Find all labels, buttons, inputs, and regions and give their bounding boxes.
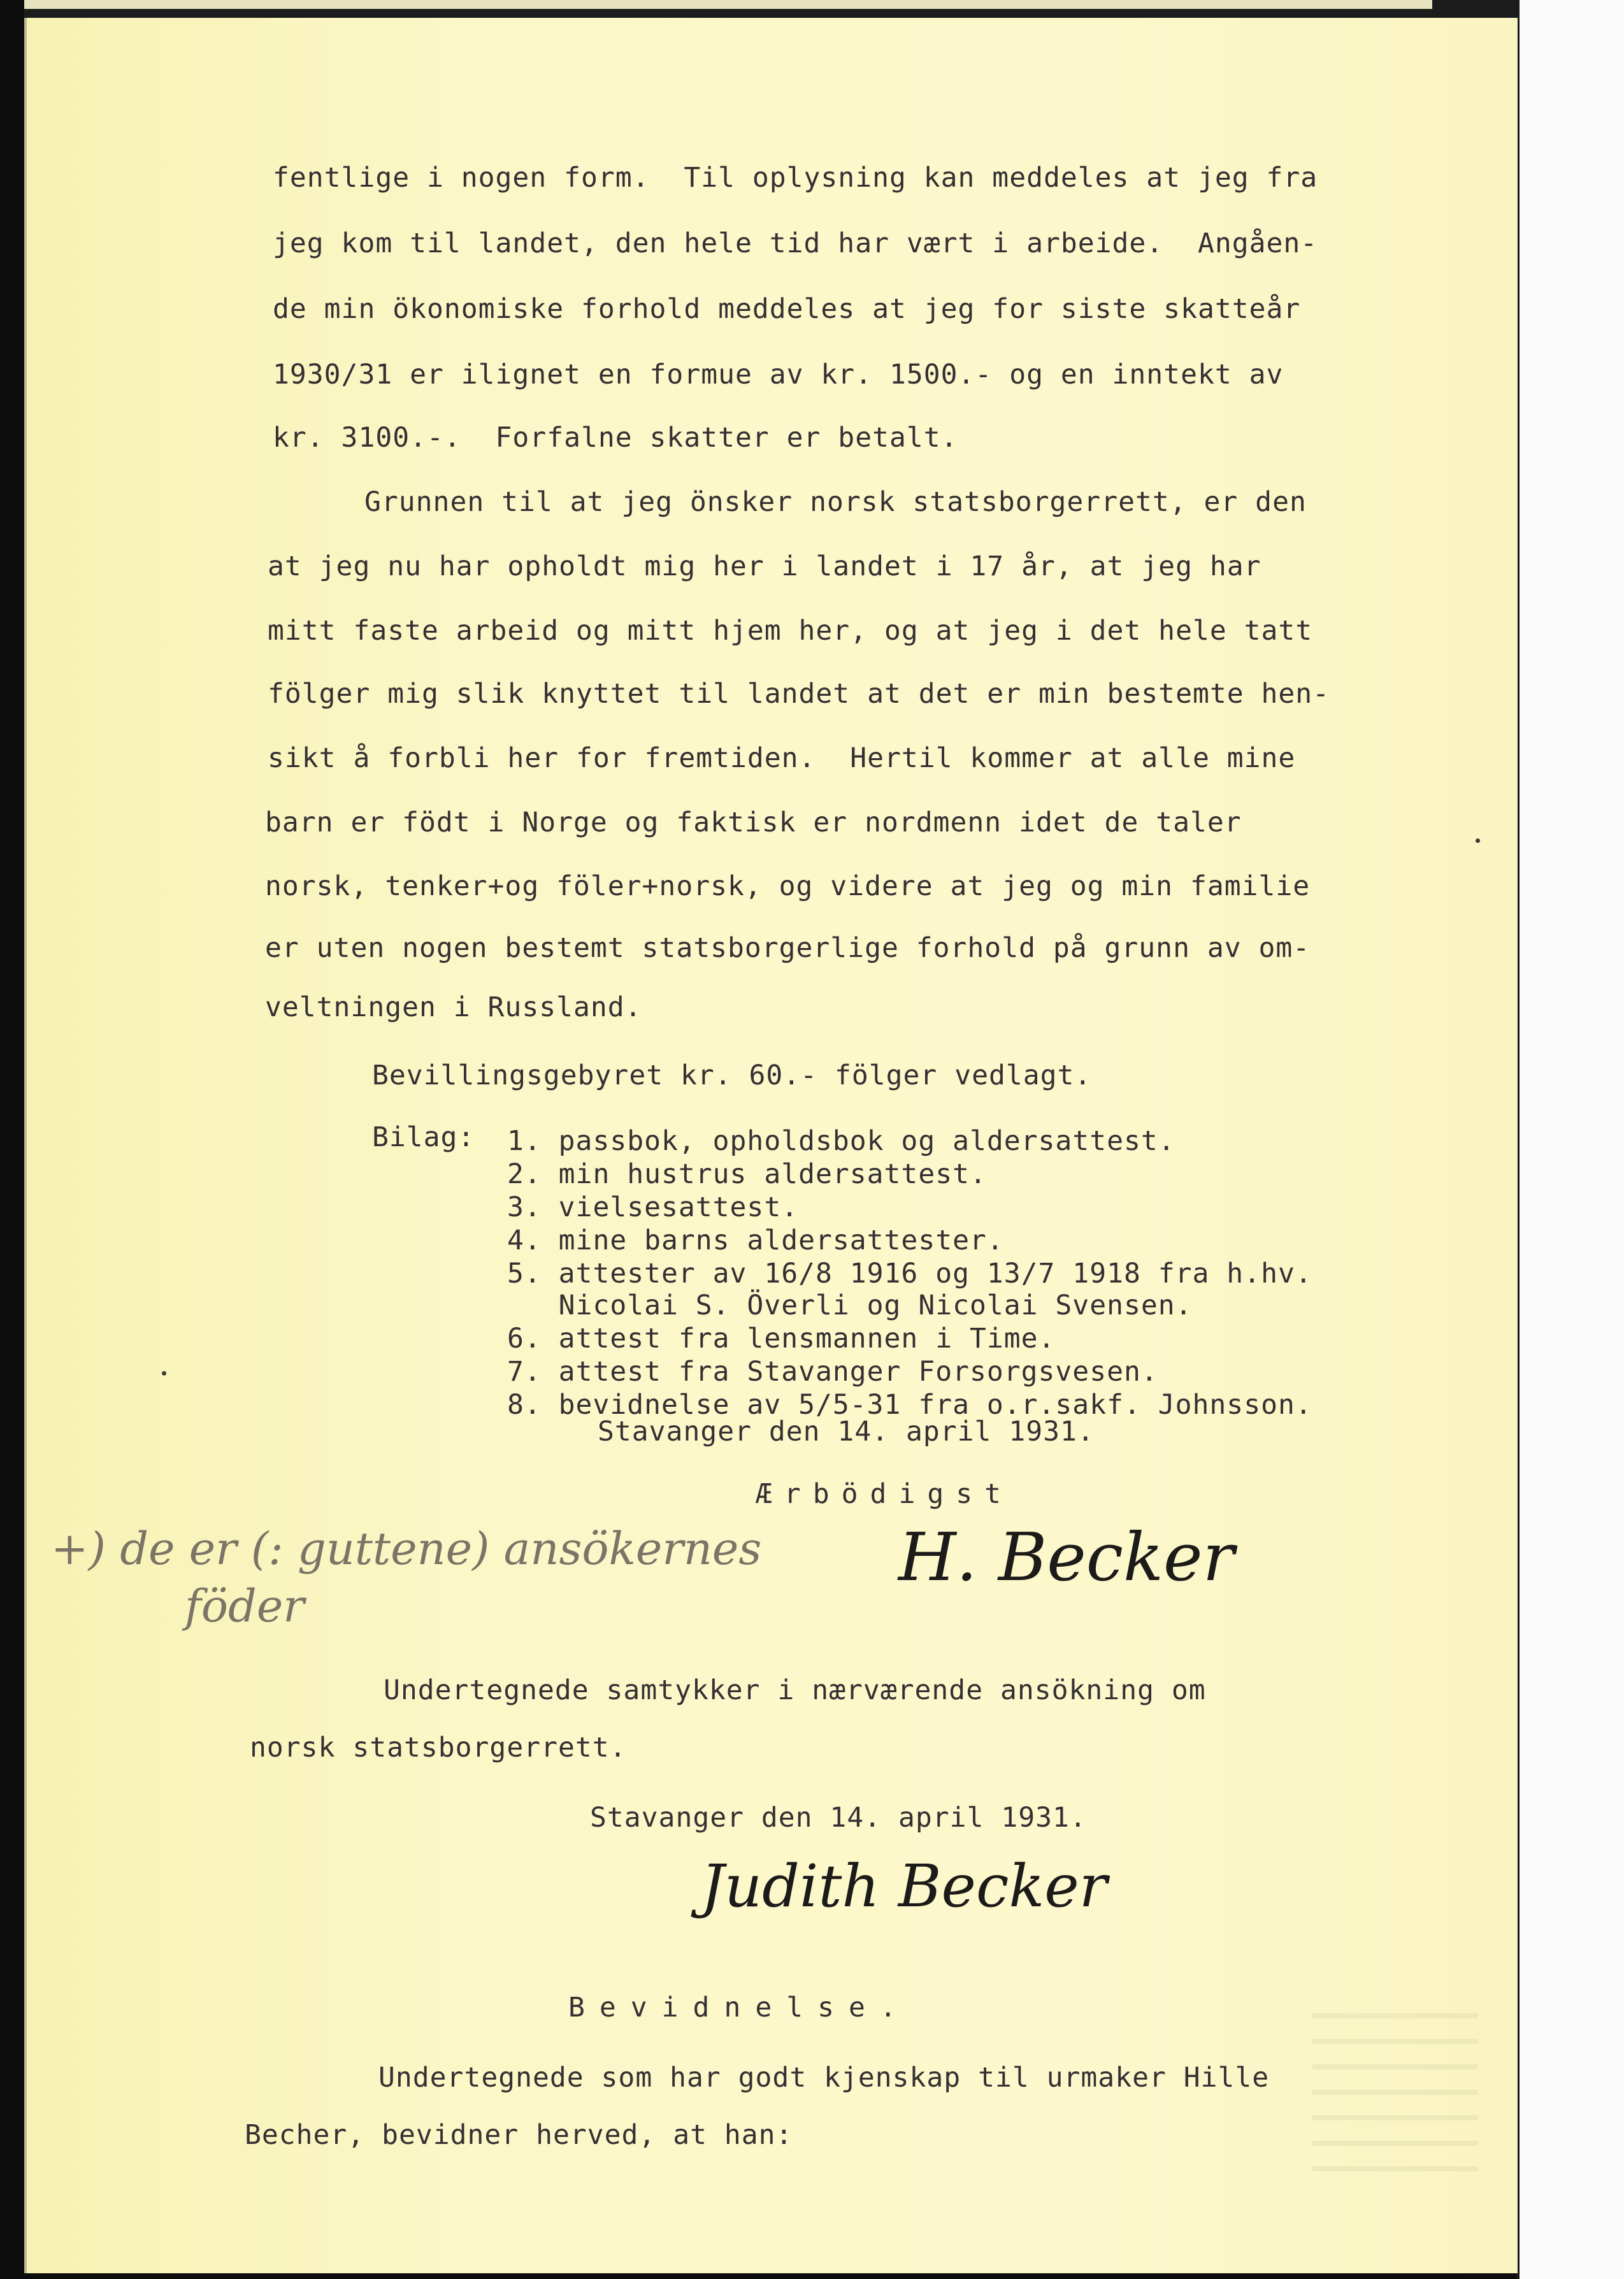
underlying-page	[1520, 0, 1624, 2279]
margin-note-line-1: +) de er (: guttene) ansökernes	[51, 1523, 762, 1575]
bilag-item-8: 8. bevidnelse av 5/5-31 fra o.r.sakf. Johnsson.	[507, 1389, 1312, 1421]
closing-salutation: Ærbödigst	[756, 1478, 1013, 1510]
body-line-8: mitt faste arbeid og mitt hjem her, og at jeg i det hele tatt	[268, 615, 1313, 647]
bevidnelse-line-2: Becher, bevidner herved, at han:	[245, 2119, 793, 2151]
bevidnelse-line-1: Undertegnede som har godt kjenskap til urmaker Hille	[378, 2062, 1270, 2094]
body-line-15: Bevillingsgebyret kr. 60.- fölger vedlagt.	[372, 1060, 1092, 1091]
bilag-item-5-cont: Nicolai S. Överli og Nicolai Svensen.	[507, 1290, 1193, 1321]
bilag-item-7: 7. attest fra Stavanger Forsorgsvesen.	[507, 1356, 1158, 1388]
body-line-11: barn er födt i Norge og faktisk er nordmenn idet de taler	[265, 807, 1242, 838]
margin-note-line-2: föder	[185, 1580, 305, 1632]
signature-h-becker: H. Becker	[898, 1518, 1235, 1596]
bilag-label: Bilag:	[372, 1121, 475, 1153]
consent-line-1: Undertegnede samtykker i nærværende ansökning om	[384, 1674, 1206, 1706]
body-line-9: fölger mig slik knyttet til landet at det er min bestemte hen-	[268, 678, 1330, 710]
body-line-4: 1930/31 er ilignet en formue av kr. 1500.- og en inntekt av	[273, 359, 1284, 391]
body-line-3: de min ökonomiske forhold meddeles at jeg for siste skatteår	[273, 293, 1301, 325]
bilag-item-5: 5. attester av 16/8 1916 og 13/7 1918 fra h.hv.	[507, 1258, 1312, 1290]
body-line-6: Grunnen til at jeg önsker norsk statsborgerrett, er den	[364, 486, 1307, 518]
body-line-1: fentlige i nogen form. Til oplysning kan meddeles at jeg fra	[273, 162, 1318, 194]
bilag-item-1: 1. passbok, opholdsbok og aldersattest.	[507, 1125, 1175, 1157]
place-date-1: Stavanger den 14. april 1931.	[598, 1416, 1095, 1448]
body-line-5: kr. 3100.-. Forfalne skatter er betalt.	[273, 422, 958, 454]
bilag-item-4: 4. mine barns aldersattester.	[507, 1225, 1004, 1256]
paper-speck	[1476, 838, 1480, 843]
paper-speck	[162, 1371, 166, 1376]
bilag-item-6: 6. attest fra lensmannen i Time.	[507, 1323, 1056, 1355]
consent-line-2: norsk statsborgerrett.	[250, 1732, 627, 1764]
signature-judith-becker: Judith Becker	[701, 1852, 1107, 1920]
body-line-13: er uten nogen bestemt statsborgerlige forhold på grunn av om-	[265, 932, 1311, 964]
bilag-item-3: 3. vielsesattest.	[507, 1191, 799, 1223]
sheet-top-strip	[24, 0, 1432, 9]
body-line-14: veltningen i Russland.	[265, 991, 642, 1023]
body-line-2: jeg kom til landet, den hele tid har vært i arbeide. Angåen-	[273, 227, 1318, 259]
body-line-7: at jeg nu har opholdt mig her i landet i 17 år, at jeg har	[268, 550, 1261, 582]
place-date-2: Stavanger den 14. april 1931.	[590, 1802, 1087, 1834]
body-line-10: sikt å forbli her for fremtiden. Hertil kommer at alle mine	[268, 742, 1296, 774]
bevidnelse-heading: Bevidnelse.	[568, 1992, 911, 2024]
body-line-12: norsk, tenker+og föler+norsk, og videre at jeg og min familie	[265, 870, 1311, 902]
bilag-item-2: 2. min hustrus aldersattest.	[507, 1158, 987, 1190]
bleed-through-stamp	[1312, 2013, 1478, 2185]
